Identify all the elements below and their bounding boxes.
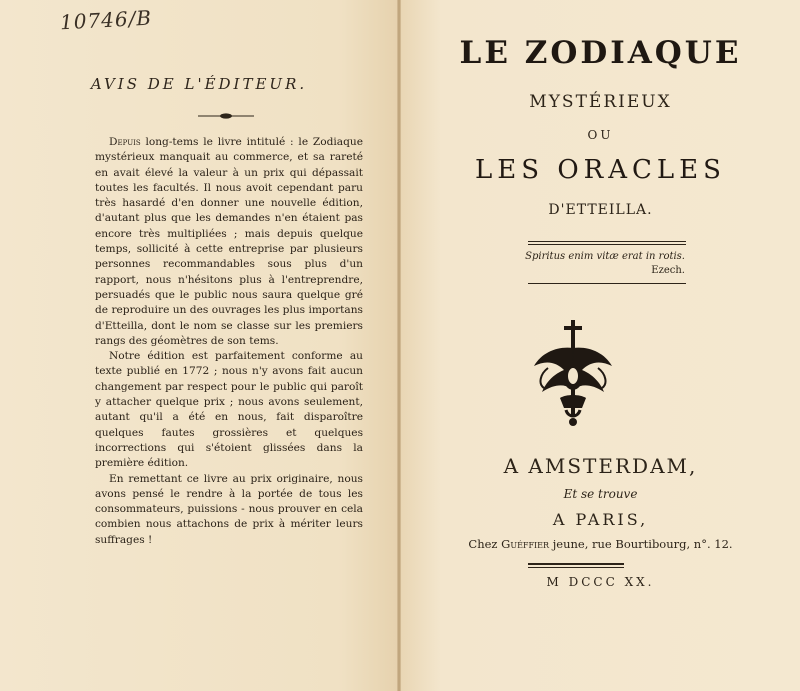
paragraph-1-text: long-tems le livre intitulé : le Zodiaque mystérieux manquait au commerce, et sa rareté en avait élevé la valeur à un prix qui dépassait toutes les facultés. Il nous avoit cependant paru très hasardé d'en donner une nouvelle édition, d'autant plus que les demandes n'en étaient pas encore très multipliées ; mais depuis quelque temps, sollicité à cette entreprise par plusieurs personnes recommandables sous plus d'un rapport, nous n'hésitons plus à l'entreprendre, persuadés que le public nous saura quelque gré de reproduire un des ouvrages les plus importans d'Etteilla, dont le nom se classe sur les premiers rangs des géomètres de son tems.: [95, 136, 363, 347]
epigraph-rule-bottom: [528, 283, 686, 284]
date-rule-top: [528, 563, 624, 565]
imprint-date: M DCCC XX.: [546, 575, 655, 589]
shelfmark-handwritten: 10746/B: [59, 5, 153, 35]
imprint-paris: A PARIS,: [552, 510, 649, 529]
paragraph-2: Notre édition est parfaitement conforme au texte publié en 1772 ; nous n'y avons fait aucun changement par respect pour le public qui paroît y attacher quelque prix ; nous avons seulement, autant qu'il a été en nous, fait disparoître quelques fautes grossières et quelques incorrections qui s'étoient glissées dans la première édition.: [95, 350, 363, 470]
imprint-also-found: Et se trouve: [563, 487, 638, 501]
paragraph-3: En remettant ce livre au prix originaire, nous avons pensé le rendre à la portée de tous les consommateurs, puissions - nous prouver en cela combien nous attachons de prix à mériter leurs suffrages !: [95, 472, 363, 546]
book-title: LE ZODIAQUE: [459, 35, 742, 71]
epigraph-source: Ezech.: [651, 265, 685, 276]
paragraph-1: [95, 135, 363, 349]
book-subtitle: MYSTÉRIEUX: [529, 92, 672, 112]
imprint-printer: [401, 537, 800, 551]
paragraph-1-lead: Depuis: [109, 136, 141, 148]
epigraph-rule-top-thin: [528, 244, 686, 245]
imprint-place: A AMSTERDAM,: [503, 454, 698, 478]
epigraph: [520, 250, 685, 278]
printer-name: Guéffier: [501, 537, 550, 551]
printer-emblem-icon: [528, 318, 618, 428]
epigraph-text: Spiritus enim vitæ erat in rotis.: [525, 251, 685, 262]
printer-address: jeune, rue Bourtibourg, n°. 12.: [549, 537, 733, 551]
book-title-secondary: LES ORACLES: [475, 155, 726, 185]
printer-prefix: Chez: [468, 537, 502, 551]
title-conjunction: OU: [587, 128, 614, 142]
ornament-rule-icon: [198, 112, 254, 120]
notice-body: [95, 135, 363, 548]
date-rule-top-thin: [528, 567, 624, 568]
epigraph-rule-top: [528, 241, 686, 242]
book-author: D'ETTEILLA.: [548, 202, 653, 218]
notice-title: AVIS DE L'ÉDITEUR.: [90, 75, 308, 93]
